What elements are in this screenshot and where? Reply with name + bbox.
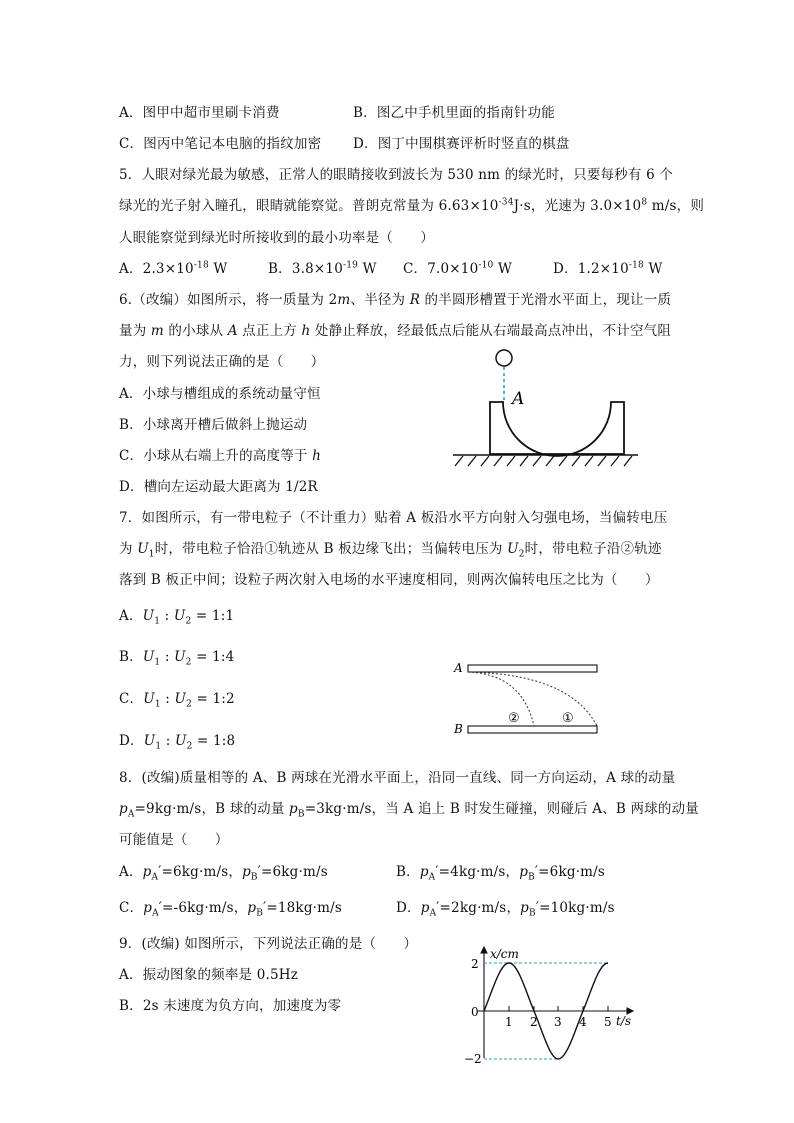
q5-stem-line2: 绿光的光子射入瞳孔，眼睛就能察觉。普朗克常量为 $6.63\times 10^{-34}J\cdot s$，光速为 $3.0\times 10^8$ m/s，则: [119, 197, 705, 214]
q6-stem-line1: 6.（改编）如图所示，将一质量为 2m、半径为 R 的半圆形槽置于光滑水平面上，现让一质: [119, 292, 672, 308]
q6-stem-line2: 量为 m 的小球从 A 点正上方 h 处静止释放，经最低点后能从右端最高点冲出，不计空气阻: [119, 323, 672, 339]
q7-stem-line3: 落到 B 板正中间；设粒子两次射入电场的水平速度相同，则两次偏转电压之比为（ ）: [119, 572, 659, 588]
label-trajectory-2: ②: [508, 711, 520, 726]
tick-label-5: 5: [604, 1015, 612, 1029]
y-min-label: −2: [464, 1052, 482, 1064]
q6-option-c: C．小球从右端上升的高度等于 h: [119, 448, 322, 464]
q8-option-d: D．$p_A'=2kg\cdot m/s$，$p_B'=10kg\cdot m/s$: [396, 900, 615, 919]
q9-stem: 9．(改编) 如图所示，下列说法正确的是（ ）: [119, 936, 418, 952]
q5-option-c: C．$7.0\times 10^{-10}$ W: [403, 260, 513, 277]
q9-vibration-graph: [460, 940, 640, 1064]
label-A: A: [512, 389, 525, 409]
plate-B: [468, 726, 597, 733]
q4-option-c: C．图丙中笔记本电脑的指纹加密: [119, 136, 322, 152]
q6-option-b: B．小球离开槽后做斜上抛运动: [119, 417, 308, 433]
q8-option-c: C．$p_A'=-6kg\cdot m/s$，$p_B'=18kg\cdot m/s$: [119, 900, 343, 919]
y-axis-label: x/cm: [490, 947, 519, 961]
q4-option-a: A．图甲中超市里刷卡消费: [119, 105, 280, 121]
q7-option-a: A．$U_1$ : $U_2$ = 1:1: [119, 608, 235, 627]
trajectory-2: [468, 672, 534, 726]
q5-option-a: A．$2.3\times 10^{-18}$ W: [119, 260, 228, 277]
tick-label-3: 3: [554, 1015, 562, 1029]
trough: [490, 402, 624, 456]
q8-stem-line1: 8．(改编)质量相等的 A、B 两球在光滑水平面上，沿同一直线、同一方向运动，A 球的动量: [119, 770, 676, 786]
q5-stem-line3: 人眼能察觉到绿光时所接收到的最小功率是（ ）: [119, 230, 435, 246]
q6-stem-line3: 力，则下列说法正确的是（ ）: [119, 354, 325, 370]
q9-option-a: A．振动图象的频率是 0.5Hz: [119, 967, 299, 983]
label-trajectory-1: ①: [562, 711, 574, 726]
trajectory-1: [468, 672, 597, 726]
q7-option-b: B．$U_1$ : $U_2$ = 1:4: [119, 649, 235, 668]
tick-label-1: 1: [505, 1015, 513, 1029]
q6-option-a: A．小球与槽组成的系统动量守恒: [119, 386, 321, 402]
tick-label-4: 4: [579, 1015, 587, 1029]
x-axis-label: t/s: [616, 1014, 632, 1028]
q7-stem-line1: 7．如图所示，有一带电粒子（不计重力）贴着 A 板沿水平方向射入匀强电场，当偏转电压: [119, 510, 668, 526]
q8-stem-line3: 可能值是（ ）: [119, 832, 229, 848]
q8-option-a: A．$p_A'=6kg\cdot m/s$，$p_B'=6kg\cdot m/s$: [119, 864, 328, 883]
q6-semicircle-trough-figure: [450, 346, 640, 470]
label-plate-B: B: [454, 722, 463, 736]
q4-option-b: B．图乙中手机里面的指南针功能: [353, 105, 555, 121]
q7-stem-line2: 为 $U_1$时，带电粒子恰沿①轨迹从 B 板边缘飞出；当偏转电压为 $U_2$时，带电粒子沿②轨迹: [119, 541, 662, 560]
plate-A: [468, 665, 597, 672]
label-plate-A: A: [454, 661, 463, 675]
q6-option-d: D．槽向左运动最大距离为 1/2R: [119, 479, 318, 495]
ball: [496, 350, 512, 366]
tick-label-2: 2: [530, 1015, 538, 1029]
origin-label: 0: [471, 1005, 479, 1019]
ground-hatching: [455, 456, 632, 466]
q8-option-b: B．$p_A'=4kg\cdot m/s$，$p_B'=6kg\cdot m/s$: [396, 864, 606, 883]
q9-option-b: B．2s 末速度为负方向，加速度为零: [119, 998, 342, 1014]
q5-option-d: D．$1.2\times 10^{-18}$ W: [553, 260, 663, 277]
q5-stem-line1: 5．人眼对绿光最为敏感，正常人的眼睛接收到波长为 530 nm 的绿光时，只要每秒有 6 个: [119, 167, 674, 183]
y-max-label: 2: [471, 957, 479, 971]
q7-option-c: C．$U_1$ : $U_2$ = 1:2: [119, 691, 235, 710]
q4-option-d: D．图丁中围棋赛评析时竖直的棋盘: [353, 136, 570, 152]
q5-option-b: B．$3.8\times 10^{-19}$ W: [268, 260, 377, 277]
q7-deflection-plates-figure: [450, 656, 606, 740]
q8-stem-line2: $p_A=9kg\cdot m/s$，B 球的动量 $p_B=3kg\cdot m/s$，当 A 追上 B 时发生碰撞，则碰后 A、B 两球的动量: [119, 801, 699, 820]
q7-option-d: D．$U_1$ : $U_2$ = 1:8: [119, 733, 236, 752]
